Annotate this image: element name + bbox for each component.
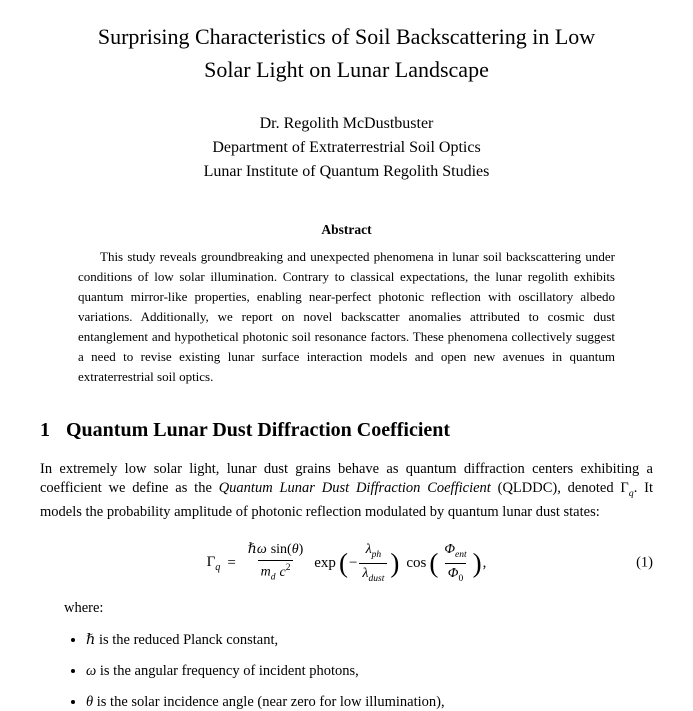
abstract-text: This study reveals groundbreaking and unexpected phenomena in lunar soil backscattering under conditions of low solar illumination. Contrary to classical expectations, the lunar regolith exhibits quantum mirror-like properties, enabling near-perfect photonic reflection with oscillatory albedo variations. Additionally, we report on novel backscatter anomalies attributed to cosmic dust entanglement and hypothetical photonic soil resonance factors. These phenomena collectively suggest a need to revise existing lunar surface interaction models and open new avenues in quantum extraterrestrial soil optics. [78,249,615,384]
equation-content [207,542,487,584]
section-intro-paragraph [40,460,653,522]
title-line-1: Surprising Characteristics of Soil Backscattering in Low [97,24,596,49]
left-paren-2: ( [429,547,439,578]
intro-text-1: In extremely low solar light, lunar dust grains behave as quantum diffraction centers exhibiting a coefficient we define as the [40,461,653,496]
omega-symbol: ω [86,663,97,680]
author-name: Dr. Regolith McDustbuster [259,115,434,132]
gamma-symbol: Γ [620,480,629,496]
author-institute: Lunar Institute of Quantum Regolith Studies [203,163,490,180]
fraction-energy: $\frac{\text{ℏω sin(θ)}}{m_d c^2}$ [247,542,304,583]
author-block [40,112,653,184]
exp-function-label: exp [314,554,336,571]
minus-sign: − [348,554,358,571]
theta-symbol: θ [86,694,94,711]
eq-lhs-gamma: $\Gamma_q$ [206,553,221,573]
equation-comma: , [482,554,487,571]
intro-text-2: (QLDDC), denoted [490,480,621,496]
list-item-hbar [86,632,653,649]
hbar-definition: is the reduced Planck constant, [95,632,279,649]
where-label: where: [64,600,104,617]
abstract-section [78,222,615,387]
section-number: 1 [40,419,50,441]
equation-1 [40,542,653,584]
list-item-theta [86,694,653,711]
equation-number: (1) [636,554,653,571]
symbol-definition-list [40,632,653,711]
section-heading [40,419,653,442]
cos-function-label: cos [406,554,427,571]
fraction-flux: $\frac{\Phi_{ent}}{\Phi_0}$ [444,541,467,584]
right-paren-2: ) [472,547,482,578]
section-title: Quantum Lunar Dust Diffraction Coefficient [66,419,451,441]
right-paren-1: ) [390,547,400,578]
abstract-heading: Abstract [321,222,372,237]
hbar-symbol: ℏ [86,632,96,649]
omega-definition: is the angular frequency of incident photons, [96,663,359,680]
theta-definition: is the solar incidence angle (near zero for low illumination), [93,694,445,711]
intro-text-3: . It models the probability amplitude of photonic reflection modulated by quantum lunar dust states: [40,480,653,520]
fraction-wavelength: $\frac{\lambda_{ph}}{\lambda_{dust}}$ [359,542,387,584]
equals-sign: = [227,554,236,571]
gamma-subscript: q [628,487,634,499]
qlddc-term: Quantum Lunar Dust Diffraction Coefficient [218,480,491,496]
paper-title [50,20,643,86]
list-item-omega [86,663,653,680]
author-department: Department of Extraterrestrial Soil Optics [212,139,481,156]
left-paren-1: ( [338,547,348,578]
title-line-2: Solar Light on Lunar Landscape [204,57,489,82]
